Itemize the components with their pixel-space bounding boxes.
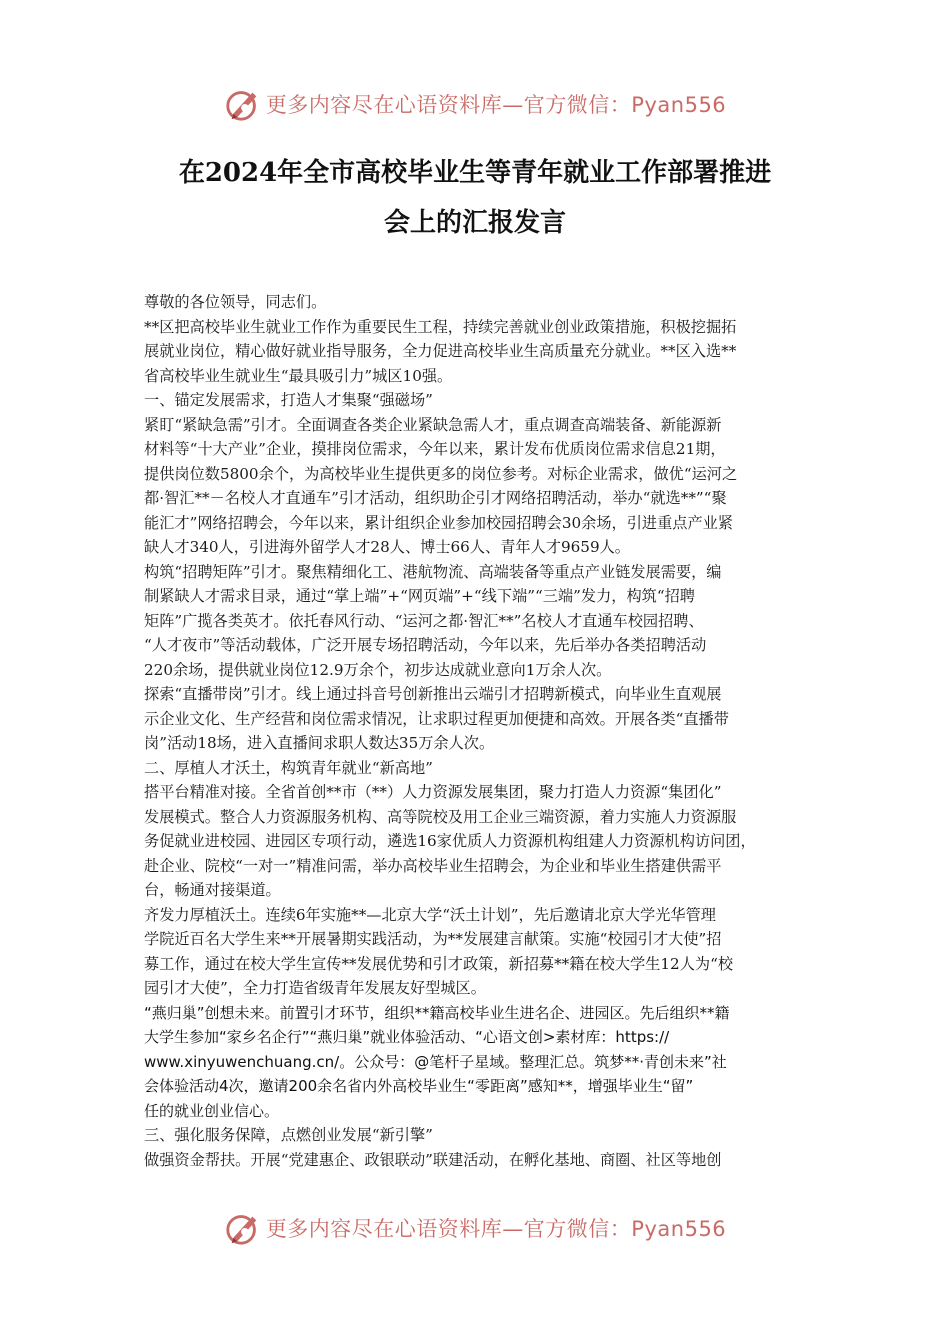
text-line: 矩阵”广揽各类英才。依托春风行动、“运河之都·智汇**”名校人才直通车校园招聘、 — [144, 611, 704, 630]
text-line: **区把高校毕业生就业工作作为重要民生工程，持续完善就业创业政策措施，积极挖掘拓 — [144, 317, 737, 336]
header-banner — [0, 82, 950, 126]
text-line: 任的就业创业信心。 — [144, 1101, 280, 1120]
text-line: 省高校毕业生就业生“最具吸引力”城区10强。 — [144, 366, 453, 385]
text-line: 紧盯“紧缺急需”引才。全面调查各类企业紧缺急需人才，重点调查高端装备、新能源新 — [144, 415, 722, 434]
document-body — [144, 290, 816, 1172]
title-line-1: 在2024年全市高校毕业生等青年就业工作部署推进 — [178, 158, 772, 188]
banner-text: 更多内容尽在心语资料库—官方微信：Pyan556 — [265, 1217, 727, 1241]
text-line: 缺人才340人，引进海外留学人才28人、博士66人、青年人才9659人。 — [144, 538, 630, 556]
text-line: 尊敬的各位领导，同志们。 — [144, 293, 327, 311]
text-line: 示企业文化、生产经营和岗位需求情况，让求职过程更加便捷和高效。开展各类“直播带 — [144, 709, 729, 728]
text-line: 220余场，提供就业岗位12.9万余个，初步达成就业意向1万余人次。 — [144, 660, 612, 679]
text-line: 探索“直播带岗”引才。线上通过抖音号创新推出云端引才招聘新模式，向毕业生直观展 — [144, 685, 722, 703]
text-line: 务促就业进校园、进园区专项行动，遴选16家优质人力资源机构组建人力资源机构访问团， — [144, 832, 756, 850]
text-line: 构筑“招聘矩阵”引才。聚焦精细化工、港航物流、高端装备等重点产业链发展需要，编 — [144, 562, 722, 581]
pen-logo-icon — [224, 85, 262, 123]
text-line: 赴企业、院校“一对一”精准问需，举办高校毕业生招聘会，为企业和毕业生搭建供需平 — [144, 856, 722, 875]
title-line-2: 会上的汇报发言 — [383, 208, 566, 238]
text-line: 募工作，通过在校大学生宣传**发展优势和引才政策，新招募**籍在校大学生12人为“校 — [144, 954, 734, 973]
footer-banner — [0, 1206, 950, 1250]
section-heading: 一、锚定发展需求，打造人才集聚“强磁场” — [144, 391, 433, 409]
section-heading: 二、厚植人才沃土，构筑青年就业“新高地” — [144, 758, 433, 777]
text-line: 发展模式。整合人力资源服务机构、高等院校及用工企业三端资源，着力实施人力资源服 — [144, 807, 737, 826]
text-line: “人才夜市”等活动载体，广泛开展专场招聘活动，今年以来，先后举办各类招聘活动 — [144, 636, 707, 654]
text-line: 能汇才”网络招聘会，今年以来，累计组织企业参加校园招聘会30余场，引进重点产业紧 — [144, 513, 734, 532]
text-line: “燕归巢”创想未来。前置引才环节，组织**籍高校毕业生进名企、进园区。先后组织**籍 — [144, 1003, 730, 1022]
text-line: 搭平台精准对接。全省首创**市（**）人力资源发展集团，聚力打造人力资源“集团化” — [144, 783, 722, 801]
text-line: 都·智汇**－名校人才直通车”引才活动，组织助企引才网络招聘活动，举办“就选**”“聚 — [144, 489, 727, 507]
text-line: 材料等“十大产业”企业，摸排岗位需求，今年以来，累计发布优质岗位需求信息21期， — [144, 440, 726, 458]
section-heading: 三、强化服务保障，点燃创业发展“新引擎” — [144, 1126, 433, 1144]
text-line: 做强资金帮扶。开展“党建惠企、政银联动”联建活动，在孵化基地、商圈、社区等地创 — [144, 1150, 722, 1169]
text-line: 岗”活动18场，进入直播间求职人数达35万余人次。 — [144, 734, 495, 752]
text-line: 台，畅通对接渠道。 — [144, 881, 281, 899]
text-line: www.xinyuwenchuang.cn/。公众号：@笔杆子星域。整理汇总。筑梦**·青创未来”社 — [144, 1052, 727, 1071]
banner-text: 更多内容尽在心语资料库—官方微信：Pyan556 — [265, 93, 727, 117]
pen-logo-icon — [224, 1209, 262, 1247]
document-title — [120, 148, 830, 248]
text-line: 会体验活动4次，邀请200余名省内外高校毕业生“零距离”感知**，增强毕业生“留” — [144, 1077, 694, 1095]
text-line: 提供岗位数5800余个，为高校毕业生提供更多的岗位参考。对标企业需求，做优“运河之 — [144, 464, 738, 483]
text-line: 园引才大使”，全力打造省级青年发展友好型城区。 — [144, 979, 486, 997]
text-line: 齐发力厚植沃土。连续6年实施**—北京大学“沃土计划”，先后邀请北京大学光华管理 — [144, 905, 716, 924]
text-line: 学院近百名大学生来**开展暑期实践活动，为**发展建言献策。实施“校园引才大使”招 — [144, 930, 722, 948]
text-line: 展就业岗位，精心做好就业指导服务，全力促进高校毕业生高质量充分就业。**区入选** — [144, 342, 737, 360]
text-line: 制紧缺人才需求目录，通过“掌上端”+“网页端”+“线下端”“三端”发力，构筑“招聘 — [144, 587, 695, 605]
text-line: 大学生参加“家乡名企行”“燕归巢”就业体验活动、“心语文创>素材库：https:// — [144, 1028, 670, 1046]
